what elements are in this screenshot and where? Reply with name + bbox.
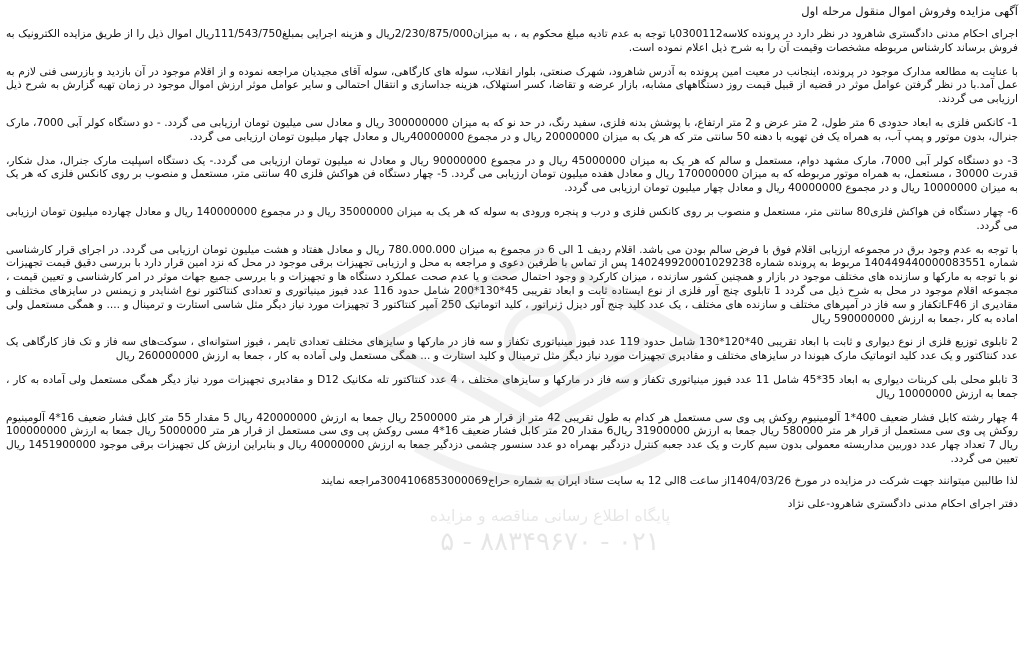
notice-paragraph-electrical-panel: با توجه به عدم وجود برق در مجموعه ارزیابی اقلام فوق با فرض سالم بودن می باشد. اقلام ردیف 1 الی 6 در مجموع به میزان 780.000.000 ریال و معادل هفتاد و هشت میلیون تومان ارزیابی می گردد. در اجرای قرار کارشناسی شماره 140449440000083551 مربوط به پرونده شماره 140249920001029238 پس از تماس با طرفین دعوی و مراجعه به محل و ارزیابی تجهیزات برقی موجود در محل که نزد امین قرار دارد با بررسی دقیق قیمت تجهیزات نو با توجه به مارکها و سازنده های مختلف موجود در بازار و همچنین کشور سازنده ، میزان کارکرد و وجود احتمال صحت و یا عدم صحت عملکرد دستگاه ها و تجهیزات و با بررسی جمیع جهات موثر در امر کارشناسی و تعیین قیمت ، مجموعه اقلام موجود در محل به شرح ذیل می گردد 1 تابلوی چنج آور فلزی از نوع ایستاده ثابت و ابعاد تقریبی 45*130*200 شامل حدود 116 عدد فیوز مینیاتوری و تعدادی کنتاکتور نوع اشنایدر و زیمنس در سایزهای مختلف و مقادیری از LF46تکفاز و سه فاز در آمپرهای مختلف و سازنده های مختلف ، یک عدد کلید چنج آور دیزل ژنراتور ، کلید اتوماتیک 250 آمپر کنتاکتور 3 تجهیزات مورد نیاز دیگر مثل شاسی استارت و ترمینال و .... و همگی مستعمل ولی اماده به کار ،جمعا به ارزش 590000000 ریال xyxy=(6,243,1019,325)
notice-paragraph-distribution-panel: 2 تابلوی توزیع فلزی از نوع دیواری و ثابت با ابعاد تقریبی 40*120*130 شامل حدود 119 عدد فیوز مینیاتوری تکفاز و سه فاز در مارکها و سایزهای مختلف تعدادی تایمر ، فیوز استوانه‌ای ، سوکت‌های سه فاز و تک فاز کارگاهی یک عدد کنتاکتور و یک عدد کلید اتوماتیک مارک هیوندا در سایزهای مختلف و مقادیری تجهیزات مورد نیاز دیگر مثل ترمینال و کلید استارت و ... همگی مستعمل ولی آماده به کار ، جمعا به ارزش 260000000 ریال xyxy=(6,336,1018,363)
notice-paragraph-inspection: با عنایت به مطالعه مدارک موجود در پرونده، اینجانب در معیت امین پرونده به آدرس شاهرود، شهرک صنعتی، بلوار انقلاب، سوله های کارگاهی، سوله آقای مجیدیان مراجعه نموده و از اقلام موجود در آن بازدید و بازرسی فنی لازم به عمل آمد.با در نظر گرفتن عوامل موثر در قضیه از قبیل قیمت روز دستگاههای مشابه، بازار عرضه و تقاضا، کسر استهلاک، هزینه جداسازی و انتقال احتمالی و سایر عوامل موثر ارزش اموال موجود در زمان تهیه گزارش به شرح ذیل ارزیابی می گردند. xyxy=(6,65,1018,106)
notice-paragraph-item-1: 1- کانکس فلزی به ابعاد حدودی 6 متر طول، 2 متر عرض و 2 متر ارتفاع، با پوشش بدنه فلزی، سفید رنگ، در حد نو که به میزان 300000000 ریال و معادل سی میلیون تومان ارزیابی می گردد. - دو دستگاه کولر آبی 7000، مارک جنرال، بدون موتور و پمپ آب، به همراه یک فن تهویه با دهنه 50 سانتی متر که هر یک به میزان 20000000 ریال و در مجموع 40000000ریال و معادل چهار میلیون تومان ارزیابی می گردد. xyxy=(6,116,1018,143)
notice-deadline-line: لذا طالبین میتوانند جهت شرکت در مزایده در مورخ 1404/03/26از ساعت 8الی 12 به سایت ستاد ایران به شماره حراج3004106853000069مراجعه نمایند xyxy=(320,474,1018,487)
auction-notice xyxy=(6,4,1018,656)
notice-paragraph-local-panel: 3 تابلو محلی بلی کربنات دیواری به ابعاد 35*45 شامل 11 عدد فیوز مینیاتوری تکفاز و سه فاز در مارکها و سایزهای مختلف ، 4 عدد کنتاکتور تله مکانیک D12 و مقادیری تجهیزات مورد نیاز دیگر همگی مستعمل ولی آماده به کار ، جمعا به ارزش 10000000 ریال xyxy=(6,373,1018,400)
notice-paragraph-item-6: 6- چهار دستگاه فن هواکش فلزی80 سانتی متر، مستعمل و منصوب بر روی کانکس فلزی و درب و پنجره ورودی به سوله که هر یک به میزان 35000000 ریال و در مجموع 140000000 ریال و معادل چهارده میلیون تومان ارزیابی می گردد. xyxy=(6,205,1018,232)
notice-office-signature: دفتر اجرای احکام مدنی دادگستری شاهرود-علی نژاد xyxy=(787,497,1018,510)
watermark-phone: ۰۲۱ - ۸۸۳۴۹۶۷۰ - ۵ xyxy=(440,527,660,557)
notice-paragraph-intro: اجرای احکام مدنی دادگستری شاهرود در نظر دارد در پرونده کلاسه0300112با توجه به عدم تادیه مبلغ محکوم به ، به میزان2/230/875/000ریال و هزینه اجرایی بمبلغ111/543/750ریال اموال ذیل را از طریق مزایده الکترونیک به فروش برساند کارشناس مربوطه مشخصات وقیمت آن را به شرح ذیل اعلام نموده است. xyxy=(6,28,1019,54)
watermark-site-name: پایگاه اطلاع رسانی مناقصه و مزایده xyxy=(429,506,671,525)
notice-paragraph-item-3-5: 3- دو دستگاه کولر آبی 7000، مارک مشهد دوام، مستعمل و سالم که هر یک به میزان 45000000 ریال و در مجموع 90000000 ریال و معادل نه میلیون تومان ارزیابی می گردد.- یک دستگاه اسپلیت مارک جنرال، مدل شکار، قدرت 30000 ، مستعمل، به همراه موتور مربوطه که به میزان 170000000 ریال و معادل هفده میلیون تومان ارزیابی می گردد. 5- چهار دستگاه فن هواکش فلزی 40 سانتی متر، مستعمل و منصوب بر روی کانکس فلزی که هر یک به میزان 10000000 ریال و در مجموع 40000000 ریال و معادل چهار میلیون تومان ارزیابی می گردد. xyxy=(6,154,1018,195)
notice-title: آگهی مزایده وفروش اموال منقول مرحله اول xyxy=(801,4,1018,18)
notice-paragraph-cables: 4 چهار رشته کابل فشار ضعیف 400*1 آلومینیوم روکش پی وی سی مستعمل هر کدام به طول تقریبی 42 متر از قرار هر متر 2500000 ریال جمعا به ارزش 420000000 ریال 5 مقدار 55 متر کابل فشار ضعیف 16*4 آلومینیوم روکش پی وی سی مستعمل از قرار هر متر 580000 ریال جمعا به ارزش 31900000 ریال6 مقدار 20 متر کابل فشار ضعیف 16*4 مسی روکش پی وی سی مستعمل از قرار هر متر 5000000 ریال جمعا به ارزش 100000000 ریال 7 تعداد چهار عدد دوربین مداربسته معمولی بدون سیم کارت و یک عدد جعبه کنترل دزدگیر بهمراه دو عدد سنسور چشمی دزدگیر جمعا به ارزش 40000000 ریال و بنابراین ارزش کل تجهیزات برقی موجود 1451900000 ریال تعیین می گردد. xyxy=(6,411,1019,465)
